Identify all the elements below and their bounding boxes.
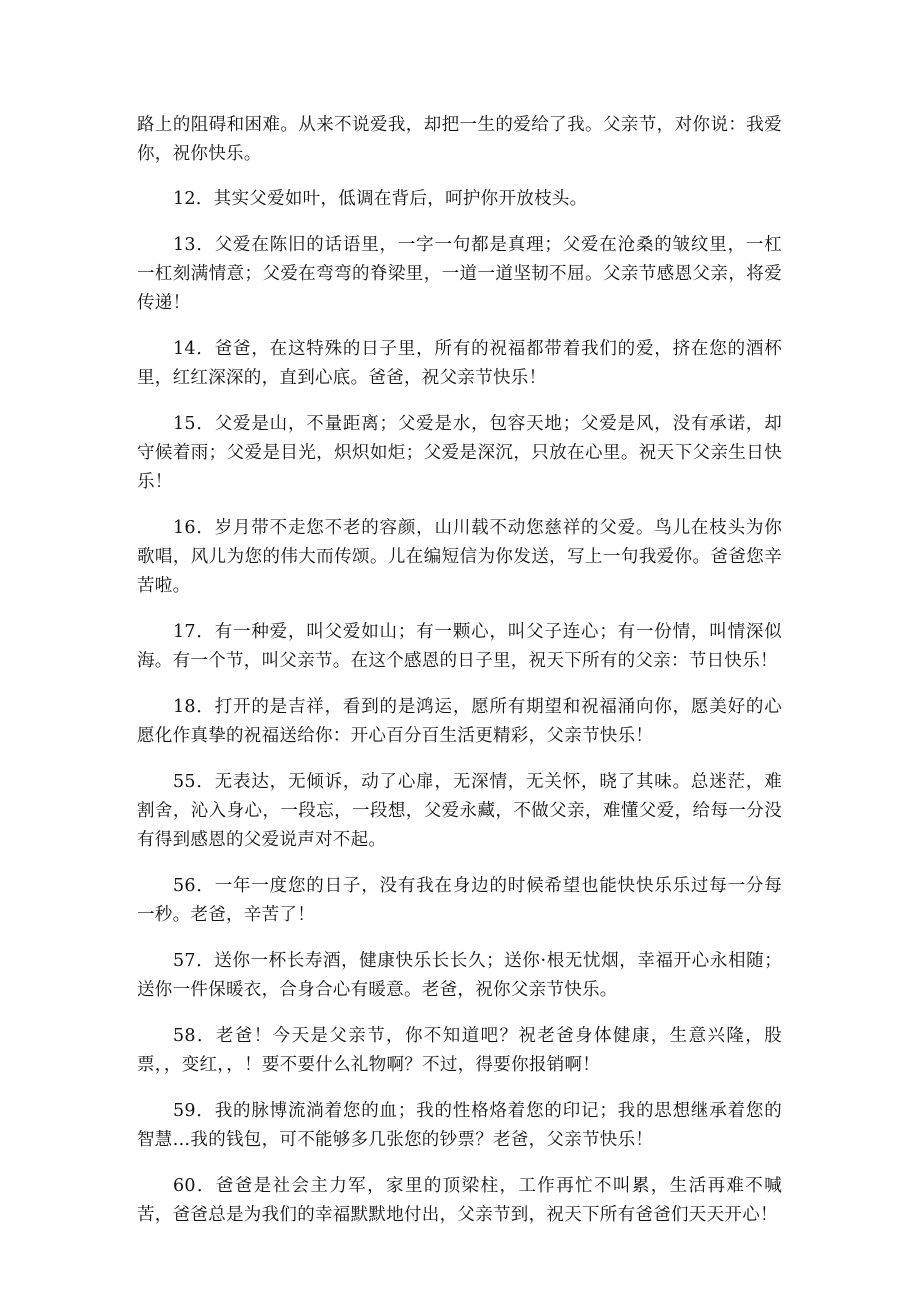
- paragraph-60: 60．爸爸是社会主力军，家里的顶梁柱，工作再忙不叫累，生活再难不喊苦，爸爸总是为我们的幸福默默地付出，父亲节到，祝天下所有爸爸们天天开心！: [137, 1176, 782, 1225]
- paragraph-56: 56．一年一度您的日子，没有我在身边的时候希望也能快快乐乐过每一分每一秒。老爸，辛苦了！: [137, 876, 782, 925]
- paragraph-58: 58．老爸！今天是父亲节，你不知道吧？祝老爸身体健康，生意兴隆，股票，，变红，，！要不要什么礼物啊？不过，得要你报销啊！: [137, 1026, 782, 1075]
- paragraph-14: 14．爸爸，在这特殊的日子里，所有的祝福都带着我们的爱，挤在您的酒杯里，红红深深的，直到心底。爸爸，祝父亲节快乐！: [137, 339, 782, 388]
- paragraph-12: 12．其实父爱如叶，低调在背后，呵护你开放枝头。: [173, 189, 588, 209]
- paragraph-13: 13．父爱在陈旧的话语里，一字一句都是真理；父爱在沧桑的皱纹里，一杠一杠刻满情意；父爱在弯弯的脊梁里，一道一道坚韧不屈。父亲节感恩父亲，将爱传递！: [137, 235, 782, 313]
- paragraph-57: 57．送你一杯长寿酒，健康快乐长长久；送你·根无忧烟，幸福开心永相随；送你一件保暖衣，合身合心有暖意。老爸，祝你父亲节快乐。: [137, 951, 782, 1000]
- paragraph-continuation: 路上的阻碍和困难。从来不说爱我，却把一生的爱给了我。父亲节，对你说：我爱你，祝你快乐。: [137, 115, 782, 164]
- paragraph-15: 15．父爱是山，不量距离；父爱是水，包容天地；父爱是风，没有承诺，却守候着雨；父爱是目光，炽炽如炬；父爱是深沉，只放在心里。祝天下父亲生日快乐！: [137, 414, 782, 492]
- paragraph-18: 18．打开的是吉祥，看到的是鸿运，愿所有期望和祝福涌向你，愿美好的心愿化作真挚的祝福送给你：开心百分百生活更精彩，父亲节快乐！: [137, 697, 782, 746]
- document-body: [137, 111, 782, 1247]
- paragraph-16: 16．岁月带不走您不老的容颜，山川载不动您慈祥的父爱。鸟儿在枝头为你歌唱，风儿为您的伟大而传颂。儿在编短信为你发送，写上一句我爱你。爸爸您辛苦啦。: [137, 518, 782, 596]
- paragraph-17: 17．有一种爱，叫父爱如山；有一颗心，叫父子连心；有一份情，叫情深似海。有一个节，叫父亲节。在这个感恩的日子里，祝天下所有的父亲：节日快乐！: [137, 622, 782, 671]
- paragraph-59: 59．我的脉博流淌着您的血；我的性格烙着您的印记；我的思想继承着您的智慧…我的钱包，可不能够多几张您的钞票？老爸，父亲节快乐！: [137, 1101, 782, 1150]
- paragraph-55: 55．无表达，无倾诉，动了心扉，无深情，无关怀，晓了其味。总迷茫，难割舍，沁入身心，一段忘，一段想，父爱永藏，不做父亲，难懂父爱，给每一分没有得到感恩的父爱说声对不起。: [137, 772, 782, 850]
